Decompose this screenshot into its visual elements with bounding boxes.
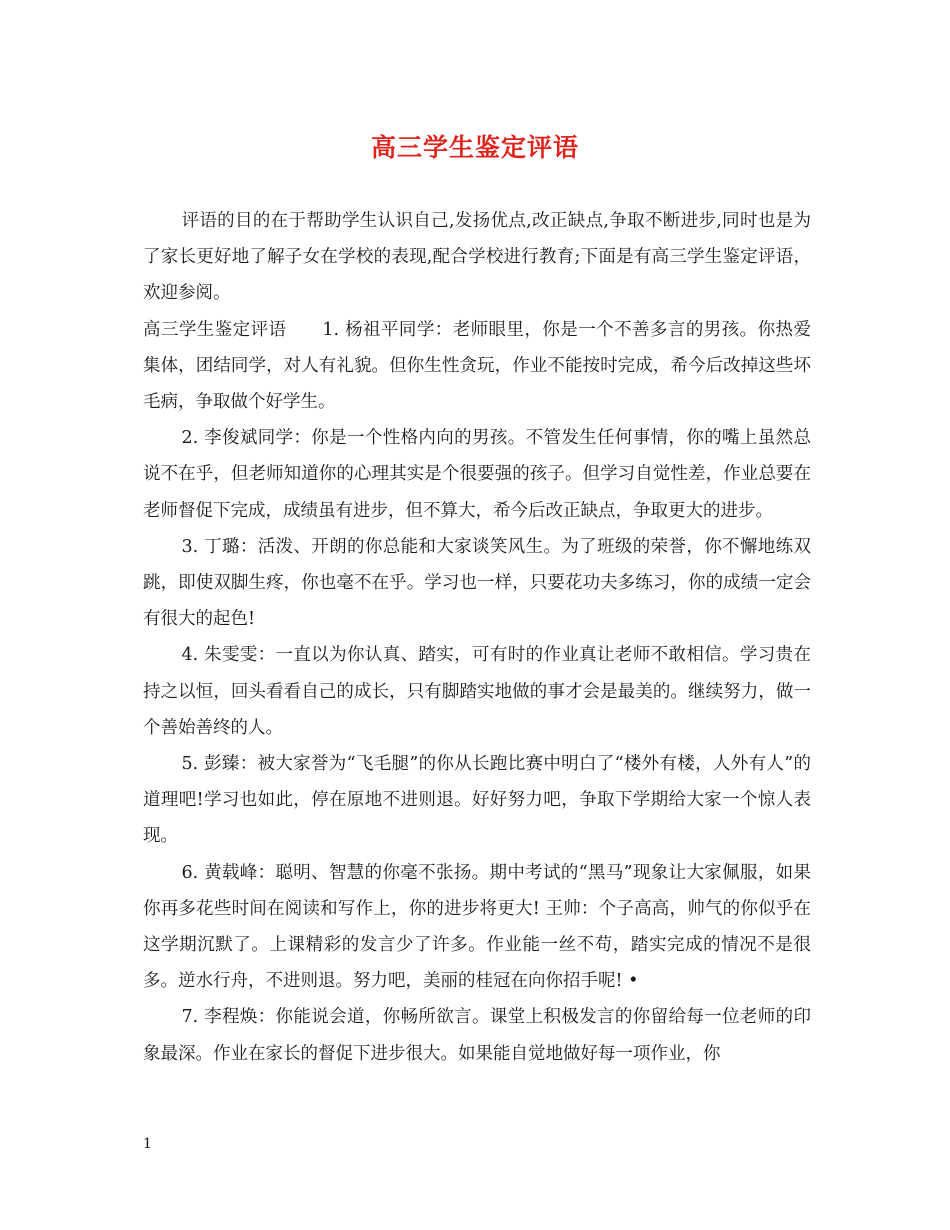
document-title: 高三学生鉴定评语 xyxy=(370,133,579,162)
comment-paragraph-6: 6. 黄载峰：聪明、智慧的你毫不张扬。期中考试的“黑马”现象让大家佩服，如果你再多花些时间在阅读和写作上，你的进步将更大! 王帅：个子高高，帅气的你似乎在这学期沉默了。上课精彩的发言少了许多。作业能一丝不苟，踏实完成的情况不是很多。逆水行舟，不进则退。努力吧，美丽的桂冠在向你招手呢! • xyxy=(143,862,811,992)
comment-paragraph-5: 5. 彭臻：被大家誉为“飞毛腿”的你从长跑比赛中明白了“楼外有楼，人外有人”的道理吧!学习也如此，停在原地不进则退。好好努力吧，争取下学期给大家一个惊人表现。 xyxy=(143,754,811,847)
intro-paragraph: 评语的目的在于帮助学生认识自己,发扬优点,改正缺点,争取不断进步,同时也是为了家长更好地了解子女在学校的表现,配合学校进行教育;下面是有高三学生鉴定评语，欢迎参阅。 xyxy=(143,211,811,304)
comment-paragraph-1: 高三学生鉴定评语 1. 杨祖平同学：老师眼里，你是一个不善多言的男孩。你热爱集体，团结同学，对人有礼貌。但你生性贪玩，作业不能按时完成，希今后改掉这些坏毛病，争取做个好学生。 xyxy=(143,319,811,413)
page-number: 1 xyxy=(143,1136,152,1152)
comment-paragraph-4: 4. 朱雯雯：一直以为你认真、踏实，可有时的作业真让老师不敢相信。学习贵在持之以恒，回头看看自己的成长，只有脚踏实地做的事才会是最美的。继续努力，做一个善始善终的人。 xyxy=(143,645,811,738)
document-body xyxy=(143,203,811,1072)
comment-paragraph-2: 2. 李俊斌同学：你是一个性格内向的男孩。不管发生任何事情，你的嘴上虽然总说不在乎，但老师知道你的心理其实是个很要强的孩子。但学习自觉性差，作业总要在老师督促下完成，成绩虽有进步，但不算大，希今后改正缺点，争取更大的进步。 xyxy=(143,428,811,521)
comment-paragraph-3: 3. 丁璐：活泼、开朗的你总能和大家谈笑风生。为了班级的荣誉，你不懈地练双跳，即使双脚生疼，你也毫不在乎。学习也一样，只要花功夫多练习，你的成绩一定会有很大的起色! xyxy=(143,536,811,630)
comment-paragraph-7: 7. 李程焕：你能说会道，你畅所欲言。课堂上积极发言的你留给每一位老师的印象最深。作业在家长的督促下进步很大。如果能自觉地做好每一项作业，你 xyxy=(143,1007,811,1064)
